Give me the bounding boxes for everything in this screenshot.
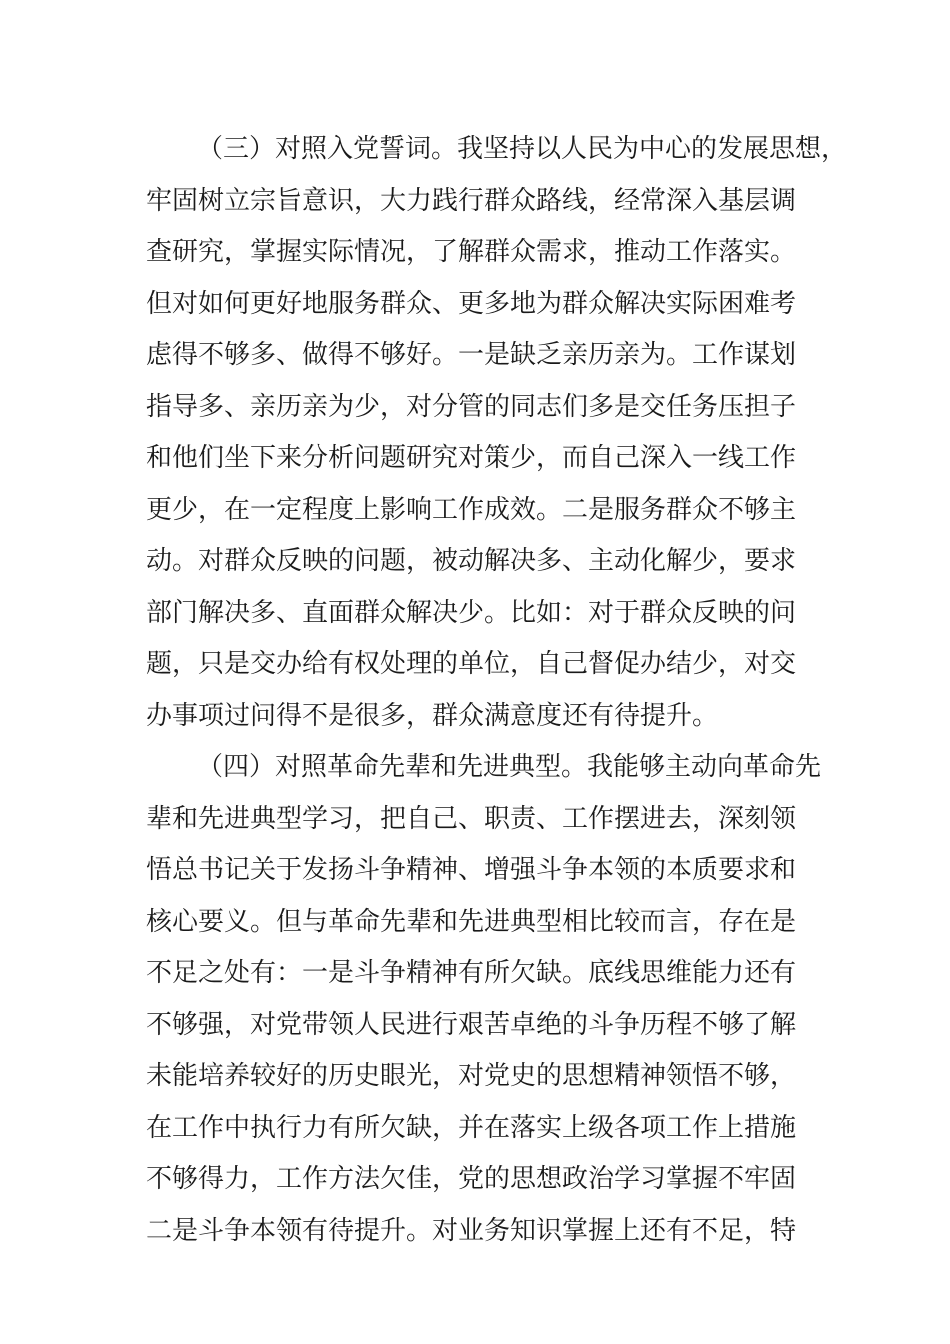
paragraph-3-line-7: 和他们坐下来分析问题研究对策少，而自己深入一线工作 xyxy=(146,443,797,473)
paragraph-4-line-8: 在工作中执行力有所欠缺，并在落实上级各项工作上措施 xyxy=(146,1113,797,1143)
paragraph-3-line-2: 牢固树立宗旨意识，大力践行群众路线，经常深入基层调 xyxy=(146,186,797,216)
paragraph-3-line-11: 题，只是交办给有权处理的单位，自己督促办结少，对交 xyxy=(146,649,797,679)
paragraph-3-line-3: 查研究，掌握实际情况，了解群众需求，推动工作落实。 xyxy=(146,237,797,267)
paragraph-3-line-4: 但对如何更好地服务群众、更多地为群众解决实际困难考 xyxy=(146,289,797,319)
paragraph-3-line-10: 部门解决多、直面群众解决少。比如：对于群众反映的问 xyxy=(146,598,797,628)
paragraph-3-line-1: （三）对照入党誓词。我坚持以人民为中心的发展思想， xyxy=(197,134,848,164)
paragraph-4-line-4: 核心要义。但与革命先辈和先进典型相比较而言，存在是 xyxy=(146,907,797,937)
paragraph-4-line-10: 二是斗争本领有待提升。对业务知识掌握上还有不足，特 xyxy=(146,1216,797,1246)
paragraph-4-line-5: 不足之处有：一是斗争精神有所欠缺。底线思维能力还有 xyxy=(146,958,797,988)
paragraph-4-line-6: 不够强，对党带领人民进行艰苦卓绝的斗争历程不够了解 xyxy=(146,1010,797,1040)
paragraph-3-line-6: 指导多、亲历亲为少，对分管的同志们多是交任务压担子 xyxy=(146,392,797,422)
paragraph-4-line-3: 悟总书记关于发扬斗争精神、增强斗争本领的本质要求和 xyxy=(146,855,797,885)
paragraph-4-line-9: 不够得力，工作方法欠佳，党的思想政治学习掌握不牢固 xyxy=(146,1164,797,1194)
paragraph-4-line-2: 辈和先进典型学习，把自己、职责、工作摆进去，深刻领 xyxy=(146,804,797,834)
paragraph-3-line-5: 虑得不够多、做得不够好。一是缺乏亲历亲为。工作谋划 xyxy=(146,340,797,370)
paragraph-4-line-7: 未能培养较好的历史眼光，对党史的思想精神领悟不够， xyxy=(146,1061,797,1091)
paragraph-3-line-8: 更少，在一定程度上影响工作成效。二是服务群众不够主 xyxy=(146,495,797,525)
paragraph-3-line-12: 办事项过问得不是很多，群众满意度还有待提升。 xyxy=(146,701,719,731)
paragraph-3-line-9: 动。对群众反映的问题，被动解决多、主动化解少，要求 xyxy=(146,546,797,576)
paragraph-4-line-1: （四）对照革命先辈和先进典型。我能够主动向革命先 xyxy=(197,752,822,782)
